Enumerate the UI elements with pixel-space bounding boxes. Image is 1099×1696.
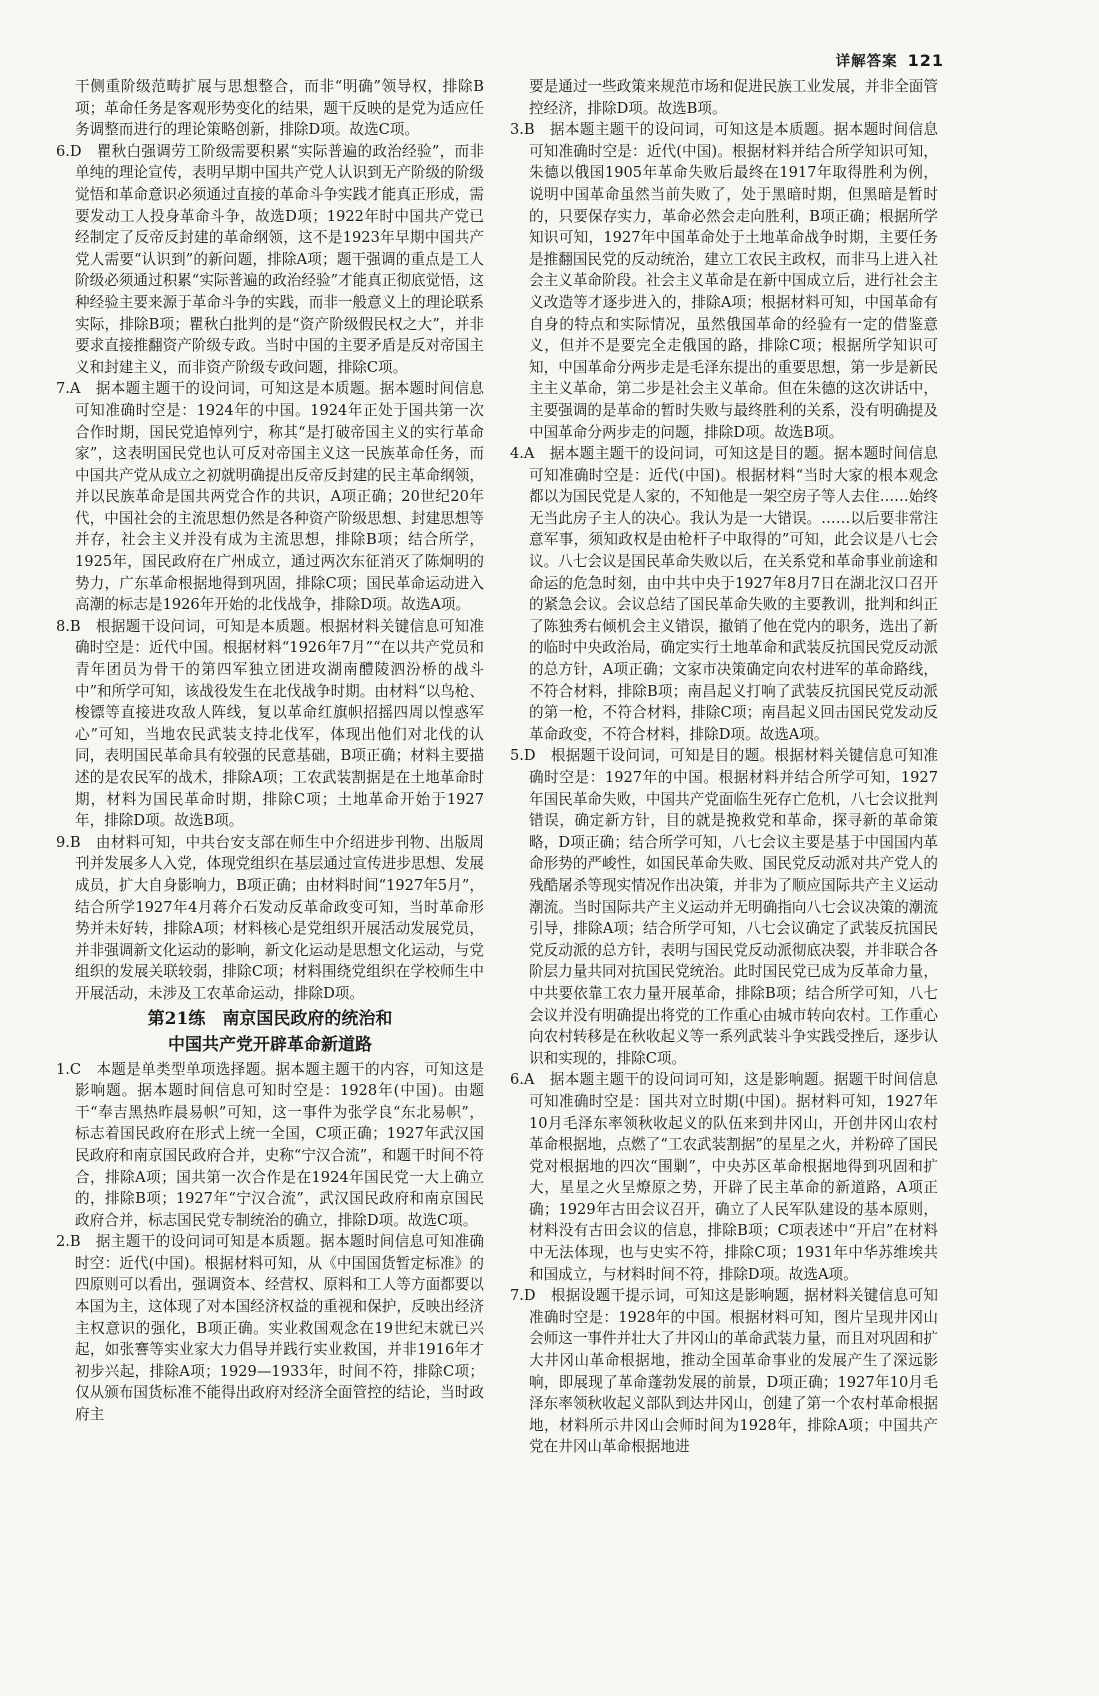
left-column — [56, 76, 484, 1426]
answer-item: 2.B 据主题干的设问词可知是本质题。据本题时间信息可知准确时空：近代(中国)。根据材料可知，从《中国国货暂定标准》的四原则可以看出，强调资本、经营权、原料和工人等方面都要以本国为主，这体现了对本国经济权益的重视和保护，反映出经济主权意识的强化，B项正确。实业救国观念在19世纪末就已兴起，如张謇等实业家大力倡导并践行实业救国，并非1916年才初步兴起，排除A项；1929—1933年，时间不符，排除C项；仅从颁布国货标准不能得出政府对经济全面管控的结论，当时政府主 — [56, 1233, 484, 1424]
paragraph: 要是通过一些政策来规范市场和促进民族工业发展，并非全面管控经济，排除D项。故选B项。 — [529, 78, 938, 117]
answer-item: 6.A 据本题主题干的设问词可知，这是影响题。据题干时间信息可知准确时空是：国共对立时期(中国)。据材料可知，1927年10月毛泽东率领秋收起义的队伍来到井冈山，开创井冈山农村革命根据地，点燃了“工农武装割据”的星星之火，并粉碎了国民党对根据地的四次“围剿”，中央苏区革命根据地得到巩固和扩大，星星之火呈燎原之势，开辟了民主革命的新道路，A项正确；1929年古田会议召开，确立了人民军队建设的基本原则，材料没有古田会议的信息，排除B项；C项表述中“开启”在材料中无法体现，也与史实不符，排除C项；1931年中华苏维埃共和国成立，与材料时间不符，排除D项。故选A项。 — [510, 1071, 938, 1283]
answer-item: 9.B 由材料可知，中共台安支部在师生中介绍进步刊物、出版周刊并发展多人入党，体现党组织在基层通过宣传进步思想、发展成员，扩大自身影响力，B项正确；由材料时间“1927年5月”，结合所学1927年4月蒋介石发动反革命政变可知，当时革命形势并未好转，排除A项；材料核心是党组织开展活动发展党员，并非强调新文化运动的影响，新文化运动是思想文化运动，与党组织的发展关联较弱，排除C项；材料围绕党组织在学校师生中开展活动，未涉及工农革命运动，排除D项。 — [56, 833, 484, 1002]
header-label: 详解答案 — [835, 54, 898, 70]
section-heading: 中国共产党开辟革命新道路 — [168, 1034, 372, 1055]
answer-item: 6.D 瞿秋白强调劳工阶级需要积累“实际普遍的政治经验”，而非单纯的理论宣传，表明早期中国共产党人认识到无产阶级的阶级觉悟和革命意识必须通过直接的革命斗争实践才能真正形成，需要发动工人投身革命斗争，故选D项；1922年时中国共产党已经制定了反帝反封建的革命纲领，这不是1923年早期中国共产党人需要“认识到”的新问题，排除A项；题干强调的重点是工人阶级必须通过积累“实际普遍的政治经验”才能真正彻底觉悟，这种经验主要来源于革命斗争的实践，而非一般意义上的理论联系实际，排除B项；瞿秋白批判的是“资产阶级假民权之大”，并非要求直接推翻资产阶级专政。当时中国的主要矛盾是反对帝国主义和封建主义，而非资产阶级专政问题，排除C项。 — [56, 142, 484, 376]
paragraph: 干侧重阶级范畴扩展与思想整合，而非“明确”领导权，排除B项；革命任务是客观形势变化的结果，题干反映的是党为适应任务调整而进行的理论策略创新，排除D项。故选C项。 — [75, 78, 484, 139]
answer-item: 8.B 根据题干设问词，可知是本质题。根据材料关键信息可知准确时空是：近代中国。根据材料“1926年7月”“在以共产党员和青年团员为骨干的第四军独立团进攻湖南醴陵泗汾桥的战斗中”和所学可知，该战役发生在北伐战争时期。由材料“以鸟枪、梭镖等直接进攻敌人阵线，复以革命红旗帜招摇四周以惶惑军心”可知，当地农民武装支持北伐军，体现出他们对北伐的认同，表明国民革命具有较强的民意基础，B项正确；材料主要描述的是农民军的战术，排除A项；工农武装割据是在土地革命时期，材料为国民革命时期，排除C项；土地革命开始于1927年，排除D项。故选B项。 — [56, 617, 484, 830]
right-column — [510, 76, 938, 1458]
answer-item: 1.C 本题是单类型单项选择题。据本题主题干的内容，可知这是影响题。据本题时间信息可知时空是：1928年(中国)。由题干“奉吉黑热昨晨易帜”可知，这一事件为张学良“东北易帜”，标志着国民政府在形式上统一全国，C项正确；1927年武汉国民政府和南京国民政府合并，史称“宁汉合流”，和题干时间不符合，排除A项；国共第一次合作是在1924年国民党一大上确立的，排除B项；1927年“宁汉合流”，武汉国民政府和南京国民政府合并，标志国民党专制统治的确立，排除D项。故选C项。 — [56, 1060, 484, 1229]
answer-item: 7.A 据本题主题干的设问词，可知这是本质题。据本题时间信息可知准确时空是：1924年的中国。1924年正处于国共第一次合作时期，国民党追悼列宁，称其“是打破帝国主义的实行革命家”，这表明国民党也认可反对帝国主义这一民族革命任务，而中国共产党从成立之初就明确提出反帝反封建的民主革命纲领，并以民族革命是国共两党合作的共识，A项正确；20世纪20年代，中国社会的主流思想仍然是各种资产阶级思想、封建思想等并存，社会主义并没有成为主流思想，排除B项；结合所学，1925年，国民政府在广州成立，通过两次东征消灭了陈炯明的势力，广东革命根据地得到巩固，排除C项；国民革命运动进入高潮的标志是1926年开始的北伐战争，排除D项。故选A项。 — [56, 380, 484, 614]
section-heading: 第21练 南京国民政府的统治和 — [147, 1008, 393, 1029]
answer-item: 4.A 据本题主题干的设问词，可知这是目的题。据本题时间信息可知准确时空是：近代(中国)。根据材料“当时大家的根本观念都以为国民党是人家的，不知他是一架空房子等人去住……始终无当此房子主人的决心。我认为是一大错误。……以后要非常注意军事，须知政权是由枪杆子中取得的”可知，此会议是八七会议。八七会议是国民革命失败以后，在关系党和革命事业前途和命运的危急时刻，由中共中央于1927年8月7日在湖北汉口召开的紧急会议。会议总结了国民革命失败的主要教训，批判和纠正了陈独秀右倾机会主义错误，撤销了他在党内的职务，选出了新的临时中央政治局，确定实行土地革命和武装反抗国民党反动派的总方针，A项正确；文家市决策确定向农村进军的革命路线，不符合材料，排除B项；南昌起义打响了武装反抗国民党反动派的第一枪，不符合材料，排除C项；南昌起义回击国民党发动反革命政变，不符合材料，排除D项。故选A项。 — [510, 445, 938, 743]
answer-item: 3.B 据本题主题干的设问词，可知这是本质题。据本题时间信息可知准确时空是：近代(中国)。根据材料并结合所学知识可知，朱德以俄国1905年革命失败后最终在1917年取得胜利为例，说明中国革命虽然当前失败了，处于黑暗时期，但黑暗是暂时的，只要保存实力，革命必然会走向胜利，B项正确；根据所学知识可知，1927年中国革命处于土地革命战争时期，主要任务是推翻国民党的反动统治，建立工农民主政权，而非马上进入社会主义革命阶段。社会主义革命是在新中国成立后，进行社会主义改造等才逐步进入的，排除A项；根据材料可知，中国革命有自身的特点和实际情况，虽然俄国革命的经验有一定的借鉴意义，但并不是要完全走俄国的路，排除C项；根据所学知识可知，中国革命分两步走是毛泽东提出的重要思想，第一步是新民主主义革命，第二步是社会主义革命。但在朱德的这次讲话中，主要强调的是革命的暂时失败与最终胜利的关系，没有明确提及中国革命分两步走的问题，排除D项。故选B项。 — [510, 121, 938, 441]
answer-item: 5.D 根据题干设问词，可知是目的题。根据材料关键信息可知准确时空是：1927年的中国。根据材料并结合所学可知，1927年国民革命失败，中国共产党面临生死存亡危机，八七会议批判错误，确定新方针，目的就是挽救党和革命，探寻新的革命策略，D项正确；结合所学可知，八七会议主要是基于中国国内革命形势的严峻性，如国民革命失败、国民党反动派对共产党人的残酷屠杀等现实情况作出决策，并非为了顺应国际共产主义运动潮流。当时国际共产主义运动并无明确指向八七会议决策的潮流引导，排除A项；结合所学可知，八七会议确定了武装反抗国民党反动派的总方针，表明与国民党反动派彻底决裂，并非联合各阶层力量共同对抗国民党统治。此时国民党已成为反革命力量，中共要依靠工农力量开展革命，排除B项；结合所学可知，八七会议并没有明确提出将党的工作重心由城市转向农村。工作重心向农村转移是在秋收起义等一系列武装斗争实践受挫后，逐步认识和实现的，排除C项。 — [510, 747, 938, 1067]
page-number: 121 — [907, 51, 944, 70]
answer-item: 7.D 根据设题干提示词，可知这是影响题，据材料关键信息可知准确时空是：1928年的中国。根据材料可知，图片呈现井冈山会师这一事件并壮大了井冈山的革命武装力量，而且对巩固和扩大井冈山革命根据地，推动全国革命事业的发展产生了深远影响，即展现了革命蓬勃发展的前景，D项正确；1927年10月毛泽东率领秋收起义部队到达井冈山，创建了第一个农村革命根据地，材料所示井冈山会师时间为1928年，排除A项；中国共产党在井冈山革命根据地进 — [510, 1287, 938, 1456]
page-header — [836, 50, 944, 71]
